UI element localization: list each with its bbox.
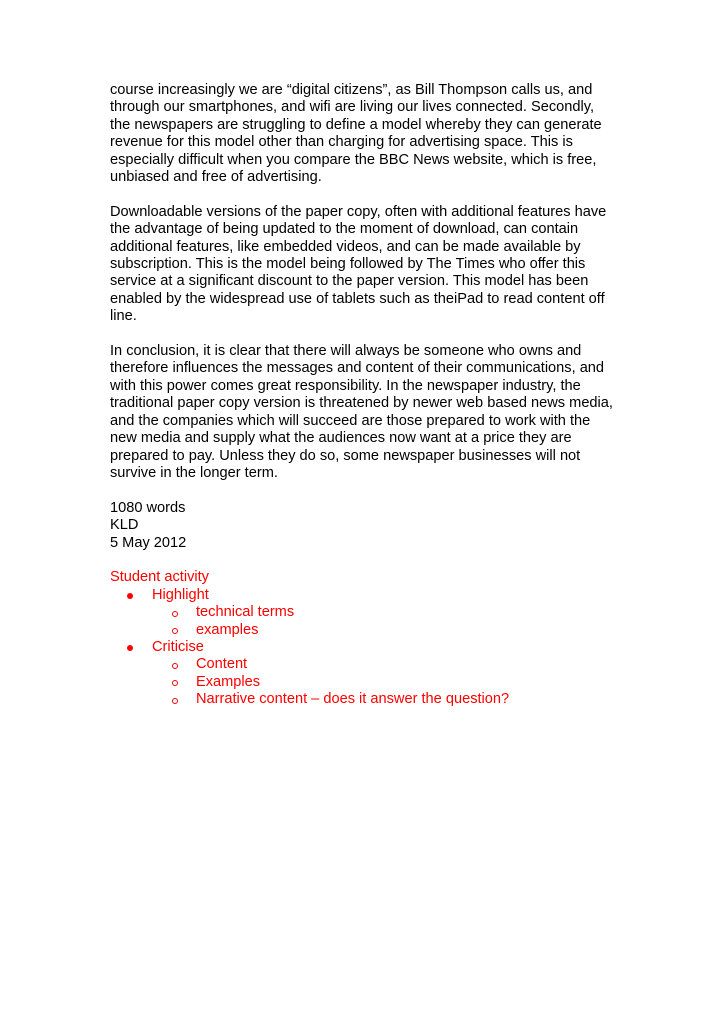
- activity-item-criticise: [110, 639, 630, 656]
- paragraph-line: traditional paper copy version is threatened by newer web based news media,: [110, 395, 613, 412]
- activity-title: Student activity: [110, 569, 209, 586]
- bullet-icon: [127, 593, 133, 599]
- paragraph-line: revenue for this model other than charging for advertising space. This is: [110, 134, 573, 151]
- document-page: [110, 82, 630, 709]
- body-paragraph-3: [110, 343, 630, 482]
- activity-subitem: [110, 656, 630, 673]
- paragraph-line: prepared to pay. Unless they do so, some newspaper businesses will not: [110, 447, 581, 464]
- paragraph-line: line.: [110, 308, 137, 325]
- paragraph-line: the advantage of being updated to the moment of download, can contain: [110, 221, 579, 238]
- paragraph-line: enabled by the widespread use of tablets such as theiPad to read content off: [110, 290, 605, 307]
- body-paragraph-1: [110, 82, 630, 186]
- circle-bullet-icon: [172, 611, 178, 617]
- paragraph-line: and the companies which will succeed are those prepared to work with the: [110, 412, 591, 429]
- bullet-icon: [127, 645, 133, 651]
- activity-subitem-label: technical terms: [196, 604, 295, 621]
- paragraph-line: therefore influences the messages and content of their communications, and: [110, 360, 605, 377]
- paragraph-line: In conclusion, it is clear that there will always be someone who owns and: [110, 343, 582, 360]
- activity-subitem-label: Narrative content – does it answer the question?: [196, 691, 510, 708]
- activity-item-label: Highlight: [152, 586, 209, 603]
- activity-subitem-label: Examples: [196, 673, 261, 690]
- document-date: 5 May 2012: [110, 534, 187, 551]
- word-count: 1080 words: [110, 499, 186, 516]
- activity-subitem-label: examples: [196, 621, 259, 638]
- paragraph-line: unbiased and free of advertising.: [110, 169, 322, 186]
- paragraph-line: through our smartphones, and wifi are living our lives connected. Secondly,: [110, 99, 595, 116]
- paragraph-line: service at a significant discount to the paper version. This model has been: [110, 273, 589, 290]
- paragraph-line: subscription. This is the model being followed by The Times who offer this: [110, 256, 586, 273]
- circle-bullet-icon: [172, 628, 178, 634]
- activity-subitem-label: Content: [196, 656, 248, 673]
- activity-subitem: [110, 691, 630, 708]
- circle-bullet-icon: [172, 698, 178, 704]
- author-initials: KLD: [110, 517, 139, 534]
- activity-subitem: [110, 604, 630, 621]
- circle-bullet-icon: [172, 663, 178, 669]
- paragraph-line: course increasingly we are “digital citizens”, as Bill Thompson calls us, and: [110, 82, 593, 98]
- paragraph-line: survive in the longer term.: [110, 464, 278, 481]
- paragraph-line: new media and supply what the audiences now want at a price they are: [110, 430, 572, 447]
- paragraph-line: especially difficult when you compare the BBC News website, which is free,: [110, 151, 597, 168]
- student-activity: [110, 569, 630, 708]
- activity-item-highlight: [110, 587, 630, 604]
- paragraph-line: additional features, like embedded videos, and can be made available by: [110, 238, 581, 255]
- body-paragraph-2: [110, 204, 630, 326]
- paragraph-line: Downloadable versions of the paper copy, often with additional features have: [110, 203, 607, 220]
- paragraph-line: with this power comes great responsibility. In the newspaper industry, the: [110, 377, 581, 394]
- activity-item-label: Criticise: [152, 638, 204, 655]
- paragraph-line: the newspapers are struggling to define a model whereby they can generate: [110, 116, 602, 133]
- document-meta: [110, 500, 630, 552]
- activity-subitem: [110, 622, 630, 639]
- circle-bullet-icon: [172, 680, 178, 686]
- activity-subitem: [110, 674, 630, 691]
